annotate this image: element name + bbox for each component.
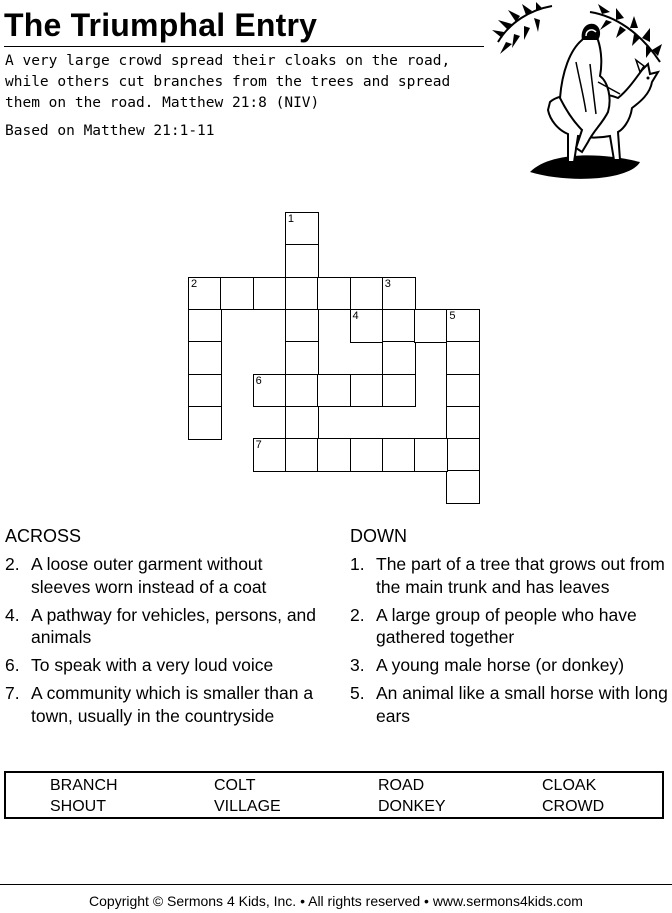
crossword-cell[interactable] xyxy=(446,470,480,504)
crossword-cell[interactable] xyxy=(285,277,319,311)
word-bank-item: VILLAGE xyxy=(214,798,281,815)
crossword-cell[interactable] xyxy=(446,438,480,472)
word-bank-item: CLOAK xyxy=(542,777,597,794)
crossword-cell[interactable] xyxy=(350,309,384,343)
word-bank xyxy=(4,771,664,819)
crossword-cell[interactable] xyxy=(382,341,416,375)
clue-item-text: A large group of people who have gathered together xyxy=(376,604,637,647)
crossword-cell[interactable] xyxy=(382,277,416,311)
clue-item-number: 5. xyxy=(350,683,365,703)
page-title: The Triumphal Entry xyxy=(4,7,318,43)
crossword-cell[interactable] xyxy=(350,438,384,472)
crossword-cell[interactable] xyxy=(253,374,287,408)
clue-item-text: To speak with a very loud voice xyxy=(31,655,274,675)
scripture-verse: A very large crowd spread their cloaks on the road, while others cut branches from the trees and spread them on the road. Matthew 21:8 (NIV) xyxy=(5,53,451,111)
clue-item-text: A community which is smaller than a town, usually in the countryside xyxy=(31,683,314,726)
crossword-cell[interactable] xyxy=(285,374,319,408)
word-bank-item: ROAD xyxy=(378,777,425,794)
clue-item xyxy=(5,654,325,677)
footer-divider xyxy=(0,884,672,885)
crossword-cell[interactable] xyxy=(446,406,480,440)
scripture-reference: Based on Matthew 21:1-11 xyxy=(5,123,215,139)
crossword-cell[interactable] xyxy=(188,277,222,311)
word-bank-item: DONKEY xyxy=(378,798,446,815)
clue-number: 3 xyxy=(384,277,391,290)
clue-item-number: 3. xyxy=(350,655,365,675)
crossword-cell[interactable] xyxy=(317,277,351,311)
clue-item-number: 2. xyxy=(350,604,365,625)
clue-item-number: 7. xyxy=(5,683,20,703)
down-clue-list xyxy=(350,553,670,733)
crossword-cell[interactable] xyxy=(350,277,384,311)
crossword-cell[interactable] xyxy=(382,374,416,408)
word-bank-item: BRANCH xyxy=(50,777,118,794)
crossword-cell[interactable] xyxy=(350,374,384,408)
clue-item-text: A young male horse (or donkey) xyxy=(376,655,625,675)
clue-item xyxy=(350,682,670,727)
clue-number: 5 xyxy=(449,309,456,322)
crossword-cell[interactable] xyxy=(285,309,319,343)
crossword-cell[interactable] xyxy=(188,406,222,440)
crossword-cell[interactable] xyxy=(446,309,480,343)
clue-item-number: 6. xyxy=(5,655,20,675)
across-clue-list xyxy=(5,553,325,733)
clue-item-number: 2. xyxy=(5,554,20,574)
clue-number: 1 xyxy=(287,213,295,225)
clue-item-text: The part of a tree that grows out from the main trunk and has leaves xyxy=(376,554,665,597)
word-bank-item: COLT xyxy=(214,777,256,794)
crossword-cell[interactable] xyxy=(253,277,287,311)
clue-item-text: A pathway for vehicles, persons, and animals xyxy=(31,604,317,647)
clue-item xyxy=(350,654,670,677)
clue-item-number: 4. xyxy=(5,604,20,625)
word-bank-item: SHOUT xyxy=(50,798,106,815)
crossword-cell[interactable] xyxy=(188,341,222,375)
crossword-cell[interactable] xyxy=(220,277,254,311)
crossword-cell[interactable] xyxy=(446,374,480,408)
clue-number: 6 xyxy=(255,374,262,387)
clue-item xyxy=(5,682,325,727)
crossword-cell[interactable] xyxy=(317,374,351,408)
down-heading: DOWN xyxy=(350,526,407,546)
crossword-cell[interactable] xyxy=(317,438,351,472)
clue-item xyxy=(5,604,325,649)
copyright-footer: Copyright © Sermons 4 Kids, Inc. • All rights reserved • www.sermons4kids.com xyxy=(89,893,583,909)
crossword-cell[interactable] xyxy=(382,438,416,472)
crossword-cell[interactable] xyxy=(285,244,319,278)
crossword-cell[interactable] xyxy=(188,309,222,343)
clue-item xyxy=(350,553,670,598)
clue-item-number: 1. xyxy=(350,554,365,574)
crossword-cell[interactable] xyxy=(414,309,448,343)
crossword-cell[interactable] xyxy=(188,374,222,408)
crossword-cell[interactable] xyxy=(285,406,319,440)
clue-item xyxy=(350,604,670,649)
crossword-cell[interactable] xyxy=(285,438,319,472)
clue-item-text: A loose outer garment without sleeves worn instead of a coat xyxy=(31,554,267,597)
clue-number: 7 xyxy=(255,439,262,452)
clue-item xyxy=(5,553,325,598)
crossword-cell[interactable] xyxy=(253,438,287,472)
crossword-cell[interactable] xyxy=(446,341,480,375)
clue-number: 4 xyxy=(352,309,359,322)
word-bank-item: CROWD xyxy=(542,798,605,815)
clue-number: 2 xyxy=(191,277,198,290)
crossword-cell[interactable] xyxy=(285,341,319,375)
crossword-cell[interactable] xyxy=(414,438,448,472)
clue-item-text: An animal like a small horse with long ears xyxy=(376,683,668,726)
crossword-cell[interactable] xyxy=(285,212,319,246)
across-heading: ACROSS xyxy=(5,526,82,546)
crossword-cell[interactable] xyxy=(382,309,416,343)
